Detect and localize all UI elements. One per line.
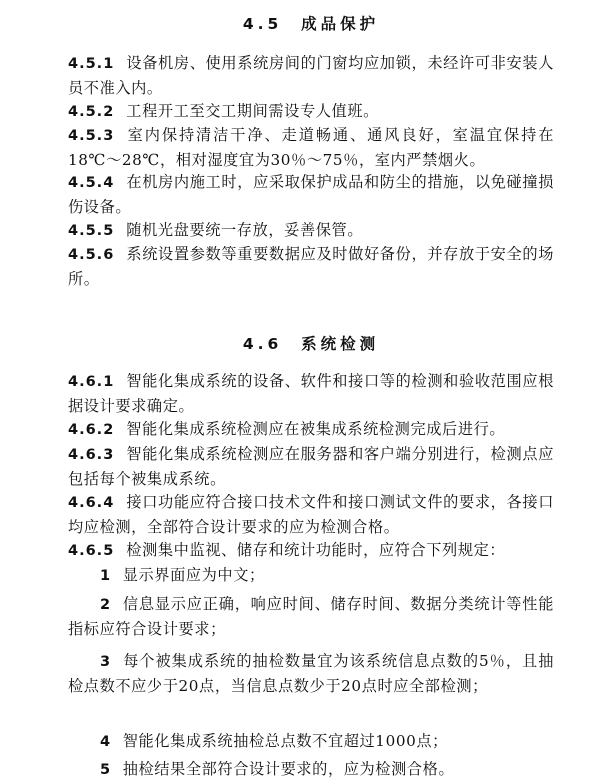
clause-4-5-3	[68, 124, 554, 172]
clause-number: 4.5.5	[68, 223, 115, 239]
subitem-text: 显示界面应为中文；	[122, 566, 265, 584]
clause-number: 4.6.4	[68, 495, 115, 511]
subitem-number: 4	[100, 734, 111, 750]
subitem-number: 5	[100, 762, 111, 778]
clause-text: 工程开工至交工期间需设专人值班。	[126, 102, 379, 120]
clause-text: 室内保持清洁干净、走道畅通、通风良好，室温宜保持在18℃～28℃，相对湿度宜为30％～75％，室内严禁烟火。	[68, 126, 554, 169]
clause-number: 4.5.2	[68, 104, 115, 120]
clause-4-5-4	[68, 171, 554, 219]
clause-4-5-6	[68, 243, 554, 291]
clause-4-6-3	[68, 443, 554, 491]
subitem-number: 3	[100, 654, 111, 670]
clause-4-6-5	[68, 539, 554, 564]
subitem-number: 2	[100, 597, 111, 613]
clause-text: 检测集中监视、储存和统计功能时，应符合下列规定：	[126, 541, 506, 559]
clause-4-5-1	[68, 52, 554, 100]
subitem-1	[68, 564, 554, 589]
clause-text: 智能化集成系统检测应在服务器和客户端分别进行，检测点应包括每个被集成系统。	[68, 445, 554, 488]
clause-number: 4.6.5	[68, 543, 115, 559]
subitem-text: 信息显示应正确，响应时间、储存时间、数据分类统计等性能指标应符合设计要求；	[68, 595, 554, 638]
clause-number: 4.5.1	[68, 56, 115, 72]
subitem-4	[68, 730, 554, 755]
clause-text: 接口功能应符合接口技术文件和接口测试文件的要求，各接口均应检测，全部符合设计要求的应为检测合格。	[68, 493, 554, 536]
clause-number: 4.5.6	[68, 247, 115, 263]
clause-4-5-2	[68, 100, 554, 125]
section-title-4-5: 4.5 成品保护	[242, 15, 380, 33]
subitem-2	[68, 593, 554, 641]
clause-4-5-5	[68, 219, 554, 244]
clause-number: 4.6.3	[68, 447, 115, 463]
clause-4-6-4	[68, 491, 554, 539]
clause-number: 4.6.1	[68, 374, 115, 390]
clause-4-6-1	[68, 370, 554, 418]
subitem-text: 每个被集成系统的抽检数量宜为该系统信息点数的5％，且抽检点数不应少于20点，当信息点数少于20点时应全部检测；	[68, 652, 554, 695]
clause-number: 4.5.4	[68, 175, 115, 191]
clause-4-6-2	[68, 418, 554, 443]
clause-number: 4.6.2	[68, 422, 115, 438]
subitem-3	[68, 650, 554, 698]
subitem-text: 智能化集成系统抽检总点数不宜超过1000点；	[122, 732, 448, 750]
clause-text: 随机光盘要统一存放，妥善保管。	[126, 221, 364, 239]
clause-text: 系统设置参数等重要数据应及时做好备份，并存放于安全的场所。	[68, 245, 554, 288]
subitem-number: 1	[100, 568, 111, 584]
clause-text: 设备机房、使用系统房间的门窗均应加锁，未经许可非安装人员不准入内。	[68, 54, 554, 97]
subitem-5	[68, 758, 554, 783]
subitem-text: 抽检结果全部符合设计要求的，应为检测合格。	[122, 760, 455, 778]
clause-text: 智能化集成系统检测应在被集成系统检测完成后进行。	[126, 420, 506, 438]
section-title-4-6: 4.6 系统检测	[242, 335, 380, 353]
clause-text: 在机房内施工时，应采取保护成品和防尘的措施，以免碰撞损伤设备。	[68, 173, 554, 216]
clause-text: 智能化集成系统的设备、软件和接口等的检测和验收范围应根据设计要求确定。	[68, 372, 554, 415]
clause-number: 4.5.3	[68, 128, 115, 144]
